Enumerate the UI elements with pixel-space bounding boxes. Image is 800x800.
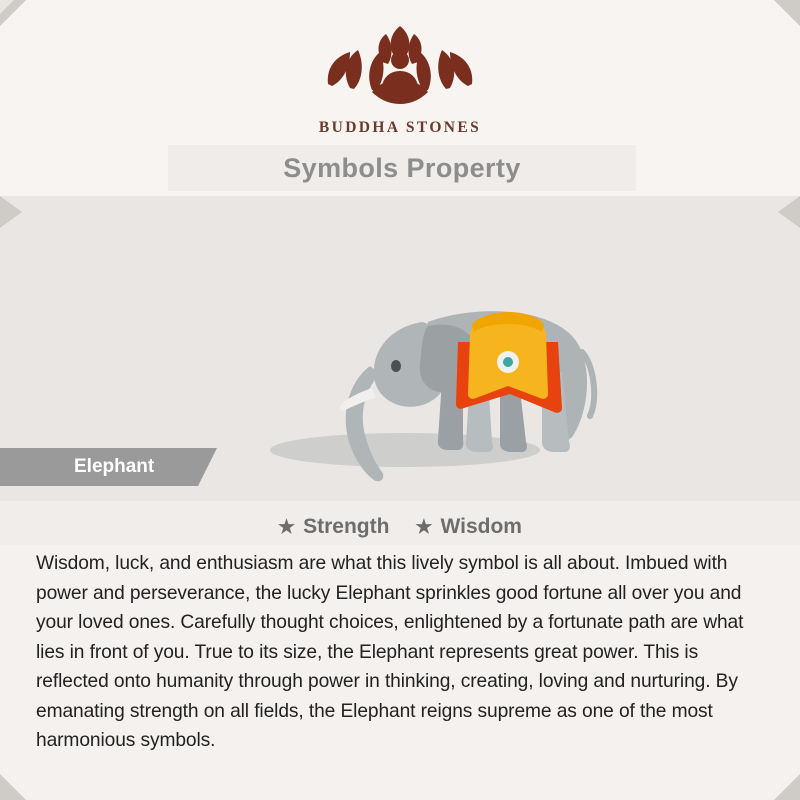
keyword-row (0, 501, 800, 545)
side-notch-left (0, 196, 22, 228)
title-banner (168, 145, 636, 191)
page-title: Symbols Property (283, 152, 521, 183)
star-icon: ★ (278, 516, 296, 538)
symbol-label-tag (0, 448, 198, 486)
corner-decoration-top-right (774, 0, 800, 26)
keyword-strength-label: Strength (303, 515, 390, 538)
lotus-meditation-figure-icon (316, 22, 484, 113)
keyword-wisdom-label: Wisdom (440, 515, 522, 538)
keyword-wisdom (415, 515, 522, 539)
star-icon: ★ (415, 516, 433, 538)
walking-elephant-illustration (170, 202, 630, 501)
corner-decoration-top-left-inner (0, 0, 14, 14)
description-text: Wisdom, luck, and enthusiasm are what this lively symbol is all about. Imbued with power and perseverance, the lucky Elephant sprinkles good fortune all over you and your loved ones. Carefully thought choices, enlightened by a fortunate path are what lies in front of you. True to its size, the Elephant represents great power. This is reflected onto humanity through power in thinking, creating, loving and nurturing. By emanating strength on all fields, the Elephant reigns supreme as one of the most harmonious symbols. (0, 545, 800, 756)
symbol-label-text: Elephant (74, 456, 155, 477)
brand-logo (300, 22, 500, 137)
corner-decoration-bottom-left (0, 774, 26, 800)
brand-name: BUDDHA STONES (318, 119, 482, 136)
corner-decoration-bottom-right (774, 774, 800, 800)
keyword-strength (278, 515, 389, 539)
side-notch-right (778, 196, 800, 228)
